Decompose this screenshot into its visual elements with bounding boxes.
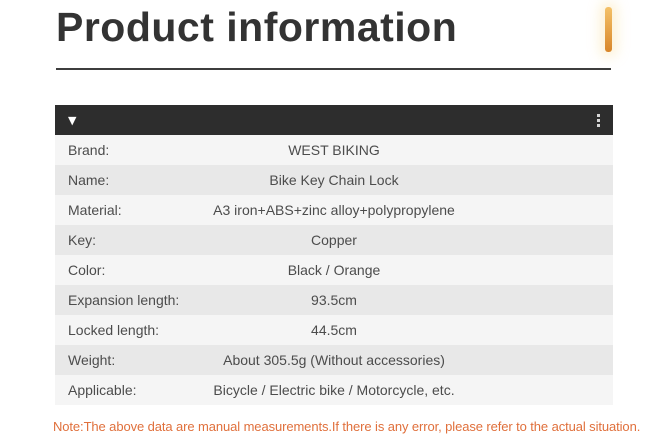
- row-label: Expansion length:: [68, 292, 180, 308]
- row-label: Key:: [68, 232, 97, 248]
- row-label: Weight:: [68, 352, 116, 368]
- row-value: Black / Orange: [287, 262, 381, 278]
- table-row: [55, 225, 613, 255]
- row-label: Color:: [68, 262, 106, 278]
- row-label: Applicable:: [68, 382, 137, 398]
- table-row: [55, 345, 613, 375]
- table-row: [55, 135, 613, 165]
- row-value: WEST BIKING: [288, 142, 380, 158]
- row-label: Locked length:: [68, 322, 160, 338]
- row-value: Copper: [311, 232, 357, 248]
- row-label: Material:: [68, 202, 122, 218]
- row-value: A3 iron+ABS+zinc alloy+polypropylene: [213, 202, 455, 218]
- page-title: Product information: [56, 4, 458, 50]
- table-row: [55, 165, 613, 195]
- row-label: Brand:: [68, 142, 110, 158]
- table-row: [55, 285, 613, 315]
- note-text: Note:The above data are manual measurements.If there is any error, please refer to the actual situation.: [53, 419, 641, 434]
- title-underline: [56, 68, 611, 70]
- collapse-triangle-icon[interactable]: ▼: [68, 113, 77, 127]
- row-value: Bicycle / Electric bike / Motorcycle, etc.: [213, 382, 455, 398]
- row-label: Name:: [68, 172, 110, 188]
- table-row: [55, 255, 613, 285]
- row-value: About 305.5g (Without accessories): [223, 352, 445, 368]
- row-value: Bike Key Chain Lock: [269, 172, 399, 188]
- table-body: [55, 135, 613, 405]
- row-value: 93.5cm: [311, 292, 357, 308]
- vertical-ellipsis-icon[interactable]: [597, 114, 600, 127]
- row-value: 44.5cm: [311, 322, 357, 338]
- product-spec-table: [55, 105, 613, 405]
- accent-bar: [605, 7, 612, 52]
- table-header: [55, 105, 613, 135]
- table-row: [55, 375, 613, 405]
- table-row: [55, 195, 613, 225]
- table-row: [55, 315, 613, 345]
